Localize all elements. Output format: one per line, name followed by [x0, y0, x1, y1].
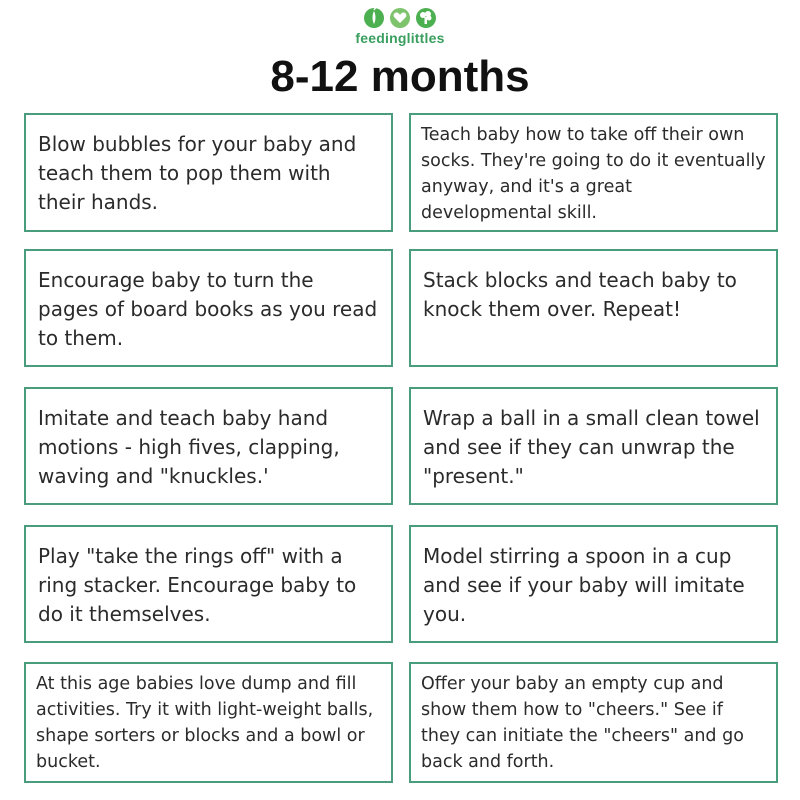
- activity-card-1: [24, 113, 393, 232]
- brand-name: feedinglittles: [355, 30, 445, 46]
- apple-icon: [362, 6, 386, 28]
- heart-icon: [388, 6, 412, 28]
- logo-icons: [0, 6, 800, 28]
- activity-card-3: [24, 249, 393, 367]
- activity-card-5: [24, 387, 393, 505]
- activity-text: Teach baby how to take off their own socks. They're going to do it eventually anyway, and it's a great developmental skill.: [421, 125, 766, 223]
- page-title: 8-12 months: [270, 52, 530, 101]
- activity-text: Blow bubbles for your baby and teach them to pop them with their hands.: [38, 132, 357, 214]
- activity-card-6: [409, 387, 778, 505]
- activity-text: Wrap a ball in a small clean towel and see if they can unwrap the "present.": [423, 406, 760, 488]
- brand-logo: [0, 6, 800, 46]
- activity-text: Play "take the rings off" with a ring stacker. Encourage baby to do it themselves.: [38, 544, 357, 626]
- activity-card-4: [409, 249, 778, 367]
- activity-card-2: [409, 113, 778, 232]
- activity-card-8: [409, 525, 778, 643]
- activity-text: At this age babies love dump and fill activities. Try it with light-weight balls, shape sorters or blocks and a bowl or bucket.: [36, 674, 374, 772]
- activity-card-9: [24, 662, 393, 783]
- activity-card-10: [409, 662, 778, 783]
- activity-text: Encourage baby to turn the pages of board books as you read to them.: [38, 268, 378, 350]
- activity-card-7: [24, 525, 393, 643]
- broccoli-icon: [414, 6, 438, 28]
- activity-text: Imitate and teach baby hand motions - high fives, clapping, waving and "knuckles.': [38, 406, 340, 488]
- activity-text: Offer your baby an empty cup and show them how to "cheers." See if they can initiate the "cheers" and go back and forth.: [421, 674, 744, 772]
- activity-text: Stack blocks and teach baby to knock them over. Repeat!: [423, 268, 737, 321]
- activity-text: Model stirring a spoon in a cup and see if your baby will imitate you.: [423, 544, 745, 626]
